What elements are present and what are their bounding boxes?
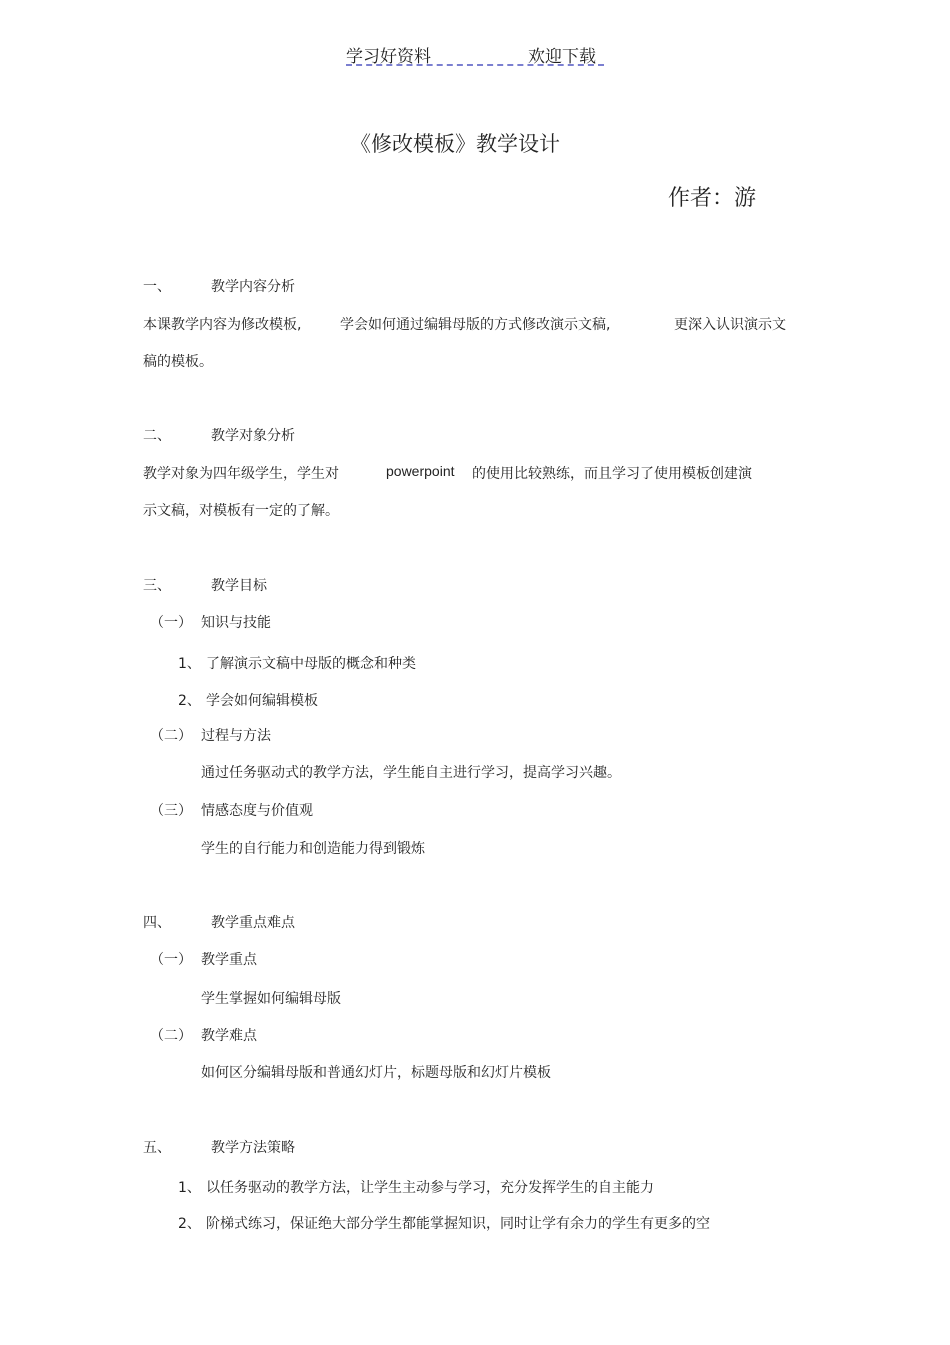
document-title: 《修改模板》教学设计: [350, 132, 560, 156]
section-3-sub-1-number: （一）: [150, 615, 192, 631]
section-4-title: 教学重点难点: [211, 915, 295, 931]
section-3-sub-1-title: 知识与技能: [201, 615, 271, 631]
list-item-number: 1、: [178, 1180, 201, 1196]
section-5-number: 五、: [143, 1140, 171, 1156]
section-4-sub-2-number: （二）: [150, 1028, 192, 1044]
section-2-paragraph-a: 教学对象为四年级学生，学生对: [143, 466, 339, 482]
section-1-paragraph-c: 更深入认识演示文: [674, 317, 786, 333]
section-4-sub-2-text: 如何区分编辑母版和普通幻灯片，标题母版和幻灯片模板: [201, 1065, 551, 1081]
section-2-number: 二、: [143, 428, 171, 444]
author-line: 作者：游: [668, 186, 757, 211]
section-3-number: 三、: [143, 578, 171, 594]
section-1-paragraph-b: 学会如何通过编辑母版的方式修改演示文稿,: [340, 317, 611, 333]
section-1-paragraph-cont: 稿的模板。: [143, 354, 213, 370]
section-3-sub-2-number: （二）: [150, 728, 192, 744]
header-dashed-rule: [346, 64, 604, 66]
section-2-paragraph-term: powerpoint: [386, 463, 455, 479]
list-item-text: 以任务驱动的教学方法，让学生主动参与学习，充分发挥学生的自主能力: [206, 1180, 654, 1196]
section-2-paragraph-cont: 示文稿，对模板有一定的了解。: [143, 503, 339, 519]
section-1-title: 教学内容分析: [211, 279, 295, 295]
list-item-text: 学会如何编辑模板: [206, 693, 318, 709]
section-3-title: 教学目标: [211, 578, 267, 594]
section-3-sub-3-title: 情感态度与价值观: [201, 803, 313, 819]
section-3-sub-2-text: 通过任务驱动式的教学方法，学生能自主进行学习，提高学习兴趣。: [201, 765, 621, 781]
header-right-text: 欢迎下载: [528, 47, 596, 67]
section-3-sub-2-title: 过程与方法: [201, 728, 271, 744]
section-4-sub-1-title: 教学重点: [201, 952, 257, 968]
section-5-title: 教学方法策略: [211, 1140, 295, 1156]
section-3-sub-3-text: 学生的自行能力和创造能力得到锻炼: [201, 841, 425, 857]
section-2-paragraph-c: 的使用比较熟练，而且学习了使用模板创建演: [472, 466, 752, 482]
section-4-number: 四、: [143, 915, 171, 931]
section-3-sub-3-number: （三）: [150, 803, 192, 819]
header-left-text: 学习好资料: [346, 47, 431, 67]
section-2-title: 教学对象分析: [211, 428, 295, 444]
section-1-paragraph-a: 本课教学内容为修改模板,: [143, 317, 302, 333]
list-item-text: 阶梯式练习，保证绝大部分学生都能掌握知识，同时让学有余力的学生有更多的空: [206, 1216, 710, 1232]
section-4-sub-1-text: 学生掌握如何编辑母版: [201, 991, 341, 1007]
list-item-number: 2、: [178, 1216, 201, 1232]
section-1-number: 一、: [143, 279, 171, 295]
list-item-text: 了解演示文稿中母版的概念和种类: [206, 656, 416, 672]
section-4-sub-1-number: （一）: [150, 952, 192, 968]
section-4-sub-2-title: 教学难点: [201, 1028, 257, 1044]
list-item-number: 1、: [178, 656, 201, 672]
list-item-number: 2、: [178, 693, 201, 709]
